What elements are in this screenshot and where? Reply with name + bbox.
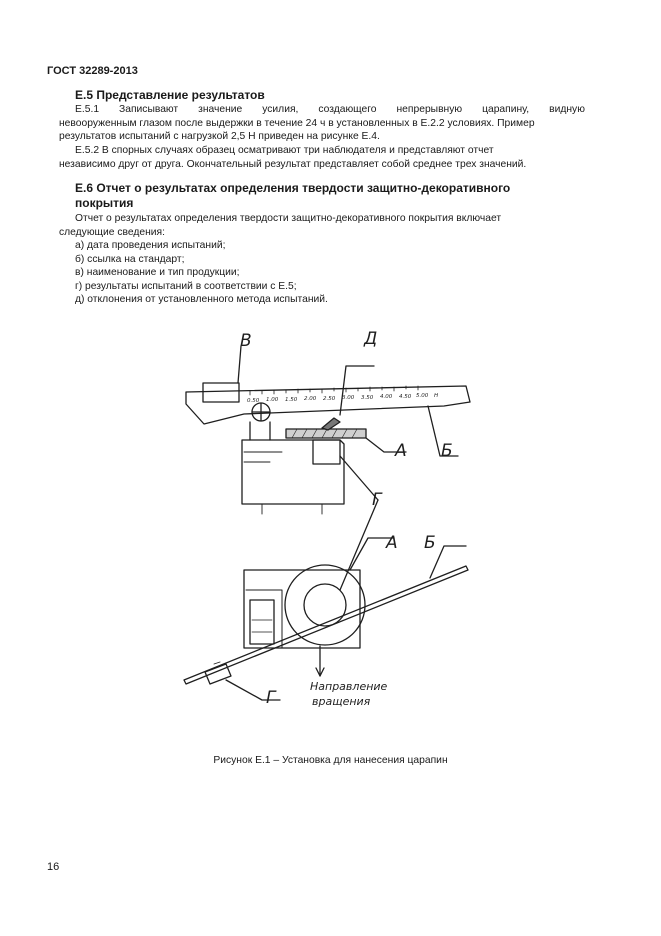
label-b-top: Б [441,441,453,461]
paragraph-e5-1-line1 [59,103,585,117]
scale-tick-label: 2.50 [323,396,336,402]
word: непрерывную [396,104,463,115]
paragraph-e5-2 [59,144,585,171]
label-g-bottom: Г [266,688,276,708]
lower-clamp [250,600,274,644]
paragraph-e6-intro-line2: следующие сведения: [59,226,165,238]
scale-tick-label: 3.00 [342,395,355,401]
label-b-bottom: Б [424,533,436,553]
label-d: Д [364,329,378,349]
support-post [250,422,270,440]
scale-tick-label: 3.50 [361,395,374,401]
leader-g2 [340,500,378,590]
paragraph-e5-1-line2: невооруженным глазом после выдержки в течение 24 ч в установленных в Е.2.2 условиях. Пример [59,117,535,129]
label-v: В [240,331,252,351]
turntable-disk [285,565,365,645]
word: видную [549,104,585,115]
paragraph-e5-2-line2: независимо друг от друга. Окончательный результат представляет собой среднее трех значений. [59,158,527,170]
turntable-hub [313,440,340,464]
section-e5-heading: Е.5 Представление результатов [75,88,265,102]
scale-tick-label: 4.00 [380,394,393,400]
figure-caption: Рисунок Е.1 – Установка для нанесения царапин [213,755,448,766]
word: создающего [318,104,377,115]
turntable-center [304,584,346,626]
beam-outline [186,386,470,424]
word: значение [198,104,243,115]
label-a-top: А [395,441,407,461]
section-e6-heading [75,181,595,211]
leader-v [238,346,241,383]
scratch-apparatus-figure [175,322,475,714]
rotation-label-line2: вращения [312,695,371,708]
list-item: в) наименование и тип продукции; [75,267,240,279]
scale-tick-label: Н [434,393,439,399]
base-detail [244,452,282,462]
base-block [242,440,344,504]
paragraph-e5-1 [59,103,585,144]
paragraph-e5-2-line1: Е.5.2 В спорных случаях образец осматривают три наблюдателя и представляют отчет [75,145,494,156]
page-number: 16 [47,861,60,873]
list-item: б) ссылка на стандарт; [75,253,185,265]
word: Записывают [119,104,179,115]
leader-d [340,366,374,415]
section-e6-heading-line1: Е.6 Отчет о результатах определения твердости защитно-декоративного [75,181,511,195]
paragraph-e6-intro [59,212,585,239]
clamp-detail [252,620,272,632]
lower-column [246,590,282,648]
report-items-list [75,239,328,307]
stylus [322,418,340,430]
label-g-top: Г [372,490,382,510]
weight-knob [214,662,220,664]
word: Е.5.1 [75,104,100,115]
scale-tick-label: 4.50 [399,394,412,400]
scale-tick-label: 1.00 [266,397,279,403]
rotation-label-line1: Направление [310,680,388,693]
scale-tick-label: 5.00 [416,393,429,399]
word: царапину, [482,104,530,115]
weight-block [203,383,239,402]
scale-tick-label: 1.50 [285,397,298,403]
label-a-bottom: А [386,533,398,553]
scale-tick-label: 0.50 [247,398,260,404]
list-item: г) результаты испытаний в соответствии с Е.5; [75,280,297,292]
paragraph-e5-1-line3: результатов испытаний с нагрузкой 2,5 Н приведен на рисунке Е.4. [59,131,380,143]
lower-frame [244,570,360,648]
document-standard-header: ГОСТ 32289-2013 [47,65,138,77]
section-e6-heading-line2: покрытия [75,196,134,210]
list-item: а) дата проведения испытаний; [75,240,226,251]
word: усилия, [262,104,299,115]
paragraph-e6-intro-line1: Отчет о результатах определения твердости защитно-декоративного покрытия включает [75,213,502,224]
list-item: д) отклонения от установленного метода испытаний. [75,294,328,306]
scale-tick-label: 2.00 [304,396,317,402]
